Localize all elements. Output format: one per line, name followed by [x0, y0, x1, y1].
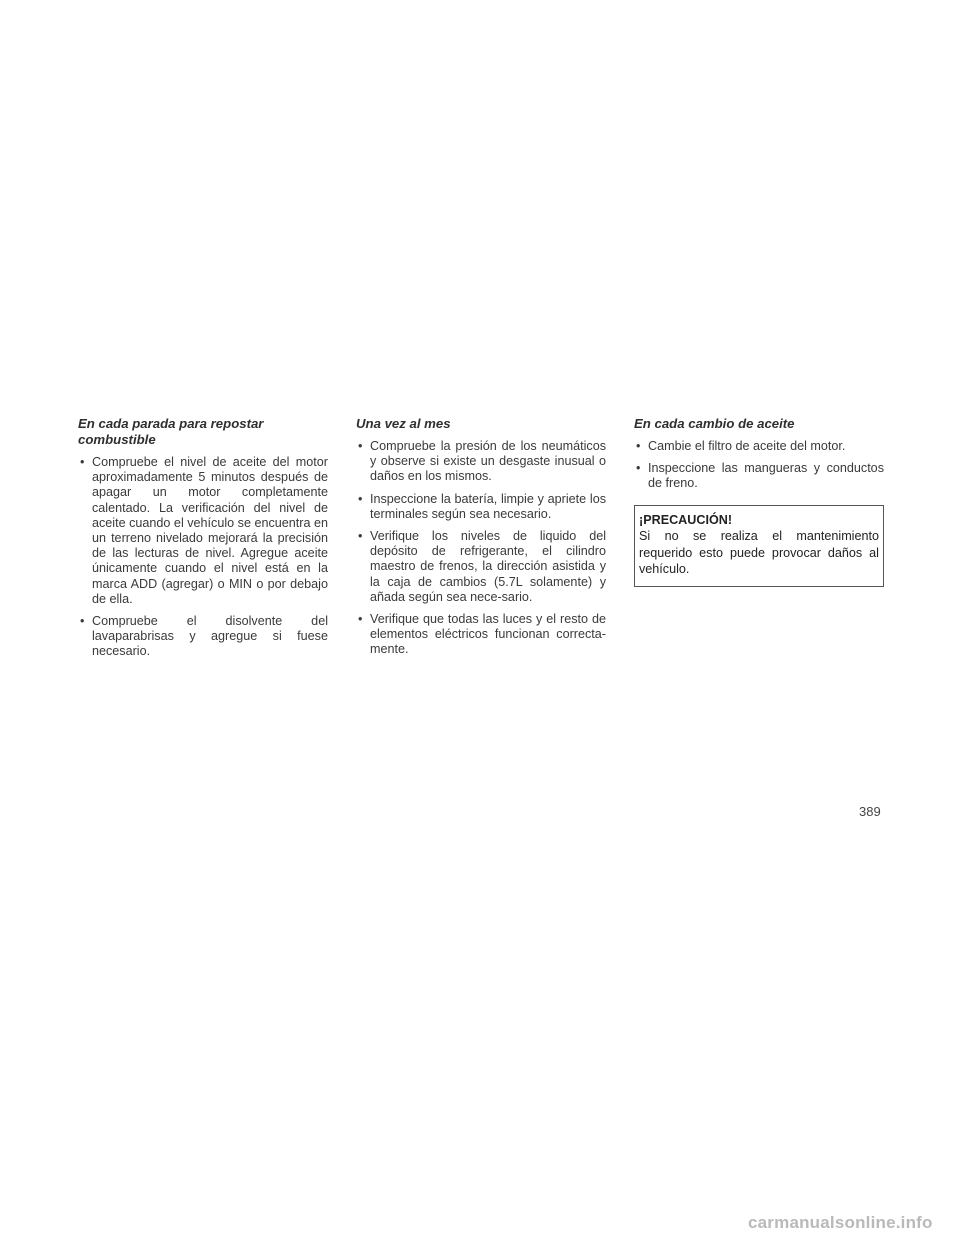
list-item: [356, 492, 606, 522]
list-item: [356, 439, 606, 485]
column-oil-change: [634, 416, 884, 587]
bullet-list-oil-change: [634, 439, 884, 492]
caution-text: Si no se realiza el mantenimiento requerido esto puede provocar daños al vehículo.: [639, 529, 879, 577]
list-item-text: Cambie el filtro de aceite del motor.: [648, 439, 846, 453]
list-item-text: Verifique los niveles de liquido del depósito de refrigerante, el cilindro maestro de frenos, la dirección asistida y la caja de cambios (5.7L solamente) y añada según sea nece-sario.: [370, 529, 606, 604]
bullet-icon: •: [80, 614, 85, 629]
caution-box: [634, 505, 884, 587]
bullet-icon: •: [80, 455, 85, 469]
list-item: [634, 461, 884, 491]
watermark-text: carmanualsonline.info: [748, 1213, 933, 1232]
bullet-icon: •: [358, 439, 363, 453]
column-refuel: [78, 416, 328, 667]
caution-title: ¡PRECAUCIÓN!: [639, 512, 733, 527]
list-item-text: Compruebe el disolvente del lavaparabrisas y agregue si fuese necesario.: [92, 614, 328, 659]
list-item-text: Verifique que todas las luces y el resto de elementos eléctricos funcionan correcta-mente.: [370, 612, 606, 657]
list-item-text: Compruebe el nivel de aceite del motor aproximadamente 5 minutos después de apagar un motor completamente calentado. La verificación del nivel de aceite cuando el vehículo se encuentra en un terreno nivelado mejorará la precisión de las lecturas de nivel. Agregue aceite únicamente cuando el nivel está en la marca ADD (agregar) o MIN o por debajo de ella.: [92, 455, 328, 606]
section-heading-refuel: En cada parada para repostar combustible: [78, 416, 264, 447]
column-monthly: [356, 416, 606, 665]
list-item: [356, 612, 606, 658]
list-item: [634, 439, 884, 454]
list-item-text: Compruebe la presión de los neumáticos y observe si existe un desgaste inusual o daños en los mismos.: [370, 439, 606, 484]
bullet-icon: •: [636, 439, 641, 453]
list-item: [356, 529, 606, 605]
bullet-list-refuel: [78, 455, 328, 660]
bullet-list-monthly: [356, 439, 606, 658]
section-heading-oil-change: En cada cambio de aceite: [634, 416, 795, 431]
bullet-icon: •: [358, 491, 363, 506]
bullet-icon: •: [358, 612, 363, 627]
bullet-icon: •: [636, 461, 641, 476]
page-number: 389: [859, 804, 881, 819]
list-item: [78, 455, 328, 607]
bullet-icon: •: [358, 529, 363, 544]
list-item: [78, 614, 328, 660]
list-item-text: Inspeccione la batería, limpie y apriete los terminales según sea necesario.: [370, 491, 606, 521]
section-heading-monthly: Una vez al mes: [356, 416, 451, 431]
list-item-text: Inspeccione las mangueras y conductos de freno.: [648, 461, 884, 491]
